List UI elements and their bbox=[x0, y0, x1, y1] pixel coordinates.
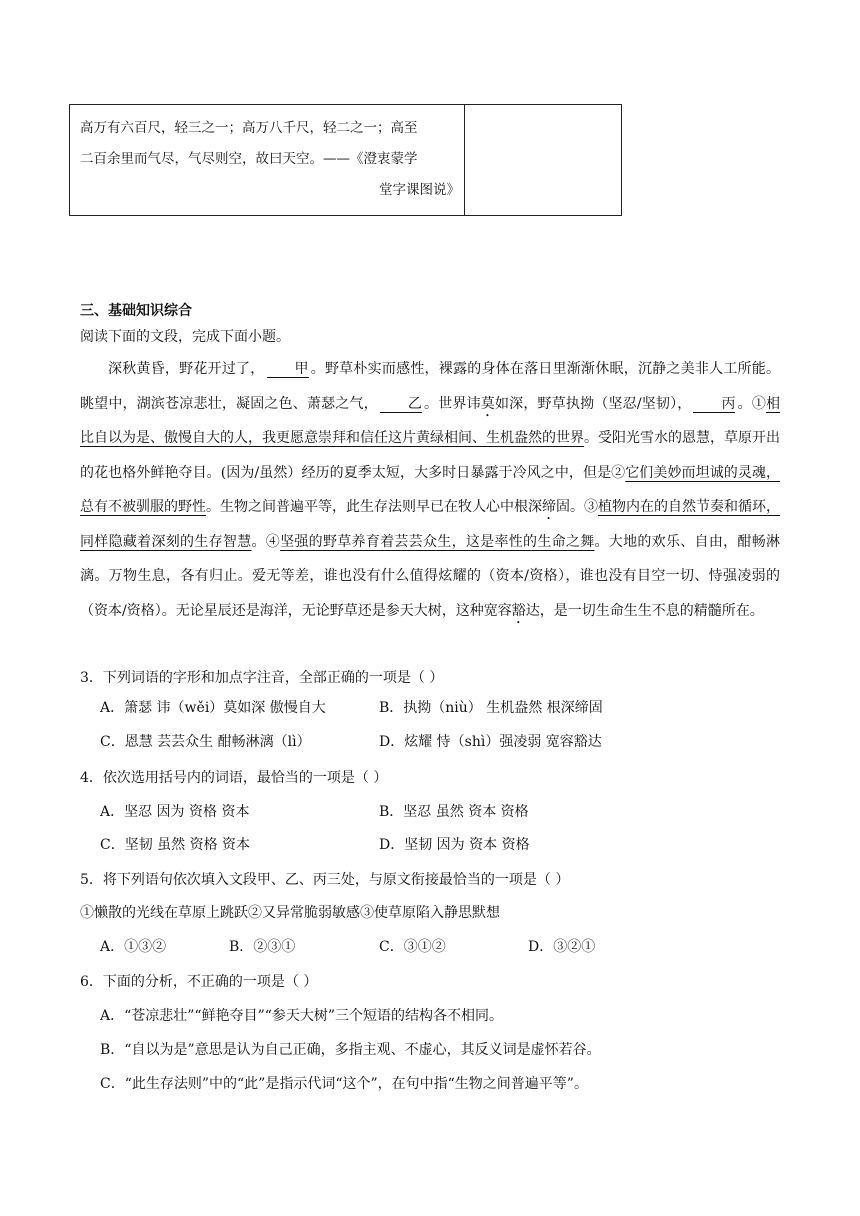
q6-option-c: C．“此生存法则”中的“此”是指示代词“这个”，在句中指“生物之间普遍平等”。 bbox=[100, 1076, 588, 1092]
q4-option-d: D．坚韧 因为 资本 资格 bbox=[379, 837, 530, 853]
quote-table bbox=[69, 104, 622, 216]
underlined-sentence-1: 相比自以为是、傲慢自大的人，我更愿意崇拜和信任这片黄绿相间、生机盎然的世界 bbox=[80, 395, 781, 446]
q3-option-d: D．炫耀 恃（shì）强凌弱 宽容豁达 bbox=[379, 734, 602, 750]
dotted-char: 莫 bbox=[480, 395, 495, 412]
table-cell-quote bbox=[80, 113, 460, 206]
passage-text: 深秋黄昏，野花开过了， bbox=[108, 361, 265, 377]
q5-option-b: B．②③① bbox=[229, 939, 296, 955]
passage-text: 。世界讳 bbox=[423, 395, 481, 412]
underlined-sentence-2: 它们美妙而坦诚的灵魂，总有不被驯服的野性 bbox=[80, 464, 780, 515]
q6-option-b: B．“自以为是”意思是认为自己正确，多指主观、不虚心，其反义词是虚怀若谷。 bbox=[100, 1042, 601, 1058]
q4-option-b: B．坚忍 虽然 资本 资格 bbox=[379, 804, 529, 820]
passage-text: 固。③ bbox=[556, 499, 598, 515]
q3-option-c: C．恩慧 芸芸众生 酣畅淋漓（lì） bbox=[100, 734, 311, 750]
passage-text: 。野草朴实而感性，裸露的身体在落日里渐渐休眠，沉静之美非人工所能。眺望中，湖滨苍凉悲壮，凝固之色、萧瑟之气， bbox=[80, 361, 780, 412]
question-6-stem: 6．下面的分析，不正确的一项是（ ） bbox=[80, 974, 318, 990]
q4-option-c: C．坚韧 虽然 资格 资本 bbox=[100, 837, 251, 853]
q3-option-b: B．执拗（niù） 生机盎然 根深缔固 bbox=[379, 700, 603, 716]
dotted-char: 豁 bbox=[511, 602, 526, 619]
underlined-sentence-4: 坚强的野草养育着芸芸众生，这是率性的生命之舞 bbox=[280, 533, 595, 550]
q6-option-a: A．“苍凉悲壮”“鲜艳夺目”“参天大树”三个短语的结构各不相同。 bbox=[100, 1008, 504, 1024]
passage-text: 。① bbox=[737, 395, 767, 412]
blank-bing: 丙 bbox=[693, 396, 735, 413]
q5-option-c: C．③①② bbox=[379, 939, 446, 955]
passage-paragraph bbox=[80, 352, 780, 628]
dotted-char: 缔 bbox=[542, 499, 556, 515]
blank-jia: 甲 bbox=[267, 361, 309, 378]
question-5-sentences: ①懒散的光线在草原上跳跃②又异常脆弱敏感③使草原陷入静思默想 bbox=[80, 905, 500, 921]
question-4-stem: 4．依次选用括号内的词语，最恰当的一项是（ ） bbox=[80, 770, 388, 786]
section-intro: 阅读下面的文段，完成下面小题。 bbox=[80, 329, 290, 345]
q5-option-d: D．③②① bbox=[528, 939, 596, 955]
section-title: 三、基础知识综合 bbox=[80, 303, 192, 319]
table-line: 高万有六百尺，轻三之一；高万八千尺，轻二之一；高至 bbox=[80, 120, 418, 136]
passage-text: 达，是一切生命生生不息的精髓所在。 bbox=[525, 602, 764, 619]
table-line: 二百余里而气尽，气尽则空，故曰天空。——《澄衷蒙学 bbox=[80, 151, 418, 167]
blank-yi: 乙 bbox=[380, 396, 422, 413]
table-line: 堂字课图说》 bbox=[379, 182, 460, 198]
question-3-stem: 3．下列词语的字形和加点字注音，全部正确的一项是（ ） bbox=[80, 670, 444, 686]
q5-option-a: A．①③② bbox=[100, 939, 167, 955]
passage-text: 如深，野草执拗（坚忍/坚韧）， bbox=[494, 395, 692, 412]
passage-text: 。受阳光雪水的恩慧，草原开出的花也格外鲜艳夺目。(因为/虽然）经历的夏季太短，大多时日暴露于冷风之中，但是② bbox=[80, 430, 780, 481]
passage-text: 。生物之间普遍平等，此生存法则早已在牧人心中根深 bbox=[206, 499, 542, 515]
underlined-sentence-3: 植物内在的自然节奏和循环，同样隐藏着深刻的生存智慧 bbox=[80, 499, 780, 550]
passage-text: 。大地的欢乐、自由，酣畅淋漓。万物生息，各有归止。爱无等差，谁也没有什么值得炫耀的（资本/资格），谁也没有目空一切、恃强凌弱的（资本/资格）。无论星辰还是海洋，无论野草还是参天大树，这种宽容 bbox=[80, 533, 781, 619]
question-5-stem: 5．将下列语句依次填入文段甲、乙、丙三处，与原文衔接最恰当的一项是（ ） bbox=[80, 872, 570, 888]
q4-option-a: A．坚忍 因为 资格 资本 bbox=[100, 804, 250, 820]
table-divider bbox=[464, 105, 465, 215]
reading-passage bbox=[80, 352, 780, 628]
passage-text: 。④ bbox=[251, 533, 281, 550]
q3-option-a: A．箫瑟 讳（wěi）莫如深 傲慢自大 bbox=[100, 700, 326, 716]
